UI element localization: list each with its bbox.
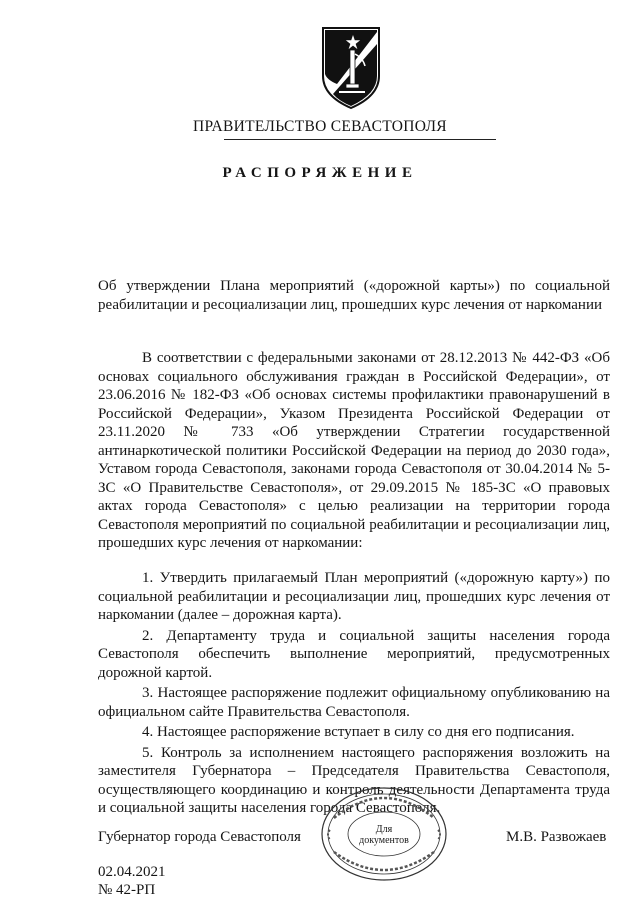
stamp-text-line: Для bbox=[375, 824, 393, 835]
stamp-center-text bbox=[344, 824, 424, 846]
order-item: 5. Контроль за исполнением настоящего распоряжения возложить на заместителя Губернатора – Председателя Правительства Севастополя, осуществляющего координацию и контроль деятельности Департамента труда и социальной защиты населения города Севастополя. bbox=[98, 744, 610, 816]
document-subject: Об утверждении Плана мероприятий («дорожной карты») по социальной реабилитации и ресоциализации лиц, прошедших курс лечения от наркомании bbox=[98, 278, 610, 313]
preamble-paragraph: В соответствии с федеральными законами от 28.12.2013 № 442-ФЗ «Об основах социального обслуживания граждан в Российской Федерации», от 23.06.2016 № 182-ФЗ «Об основах системы профилактики правонарушений в Российской Федерации», Указом Президента Российской Федерации от 23.11.2020 № 733 «Об утверждении Стратегии государственной антинаркотической политики Российской Федерации на период до 2030 года», Уставом города Севастополя, законами города Севастополя от 30.04.2014 № 5-ЗС «О Правительстве Севастополя», от 29.09.2015 № 185-ЗС «О правовых актах города Севастополя» с целью реализации на территории города Севастополя мероприятий по социальной реабилитации и ресоциализации лиц, прошедших курс лечения от наркомании: bbox=[98, 350, 610, 551]
document-type-heading: РАСПОРЯЖЕНИЕ bbox=[222, 165, 418, 181]
document-date: 02.04.2021 bbox=[98, 864, 166, 880]
signer-position: Губернатор города Севастополя bbox=[98, 829, 301, 845]
stamp-text-line: документов bbox=[359, 835, 409, 846]
order-item: 1. Утвердить прилагаемый План мероприятий («дорожную карту») по социальной реабилитации и ресоциализации лиц, прошедших курс лечения от наркомании (далее – дорожная карта). bbox=[98, 570, 610, 623]
issuer-title: ПРАВИТЕЛЬСТВО СЕВАСТОПОЛЯ bbox=[193, 118, 447, 135]
order-item: 2. Департаменту труда и социальной защиты населения города Севастополя обеспечить выполнение мероприятий, предусмотренных дорожной картой. bbox=[98, 627, 610, 681]
coat-of-arms-icon bbox=[317, 24, 385, 110]
order-item: 3. Настоящее распоряжение подлежит официальному опубликованию на официальном сайте Правительства Севастополя. bbox=[98, 685, 610, 720]
signer-name: М.В. Развожаев bbox=[506, 829, 607, 845]
order-item: 4. Настоящее распоряжение вступает в силу со дня его подписания. bbox=[142, 724, 575, 740]
document-number: № 42-РП bbox=[98, 882, 156, 898]
title-divider bbox=[224, 139, 496, 140]
